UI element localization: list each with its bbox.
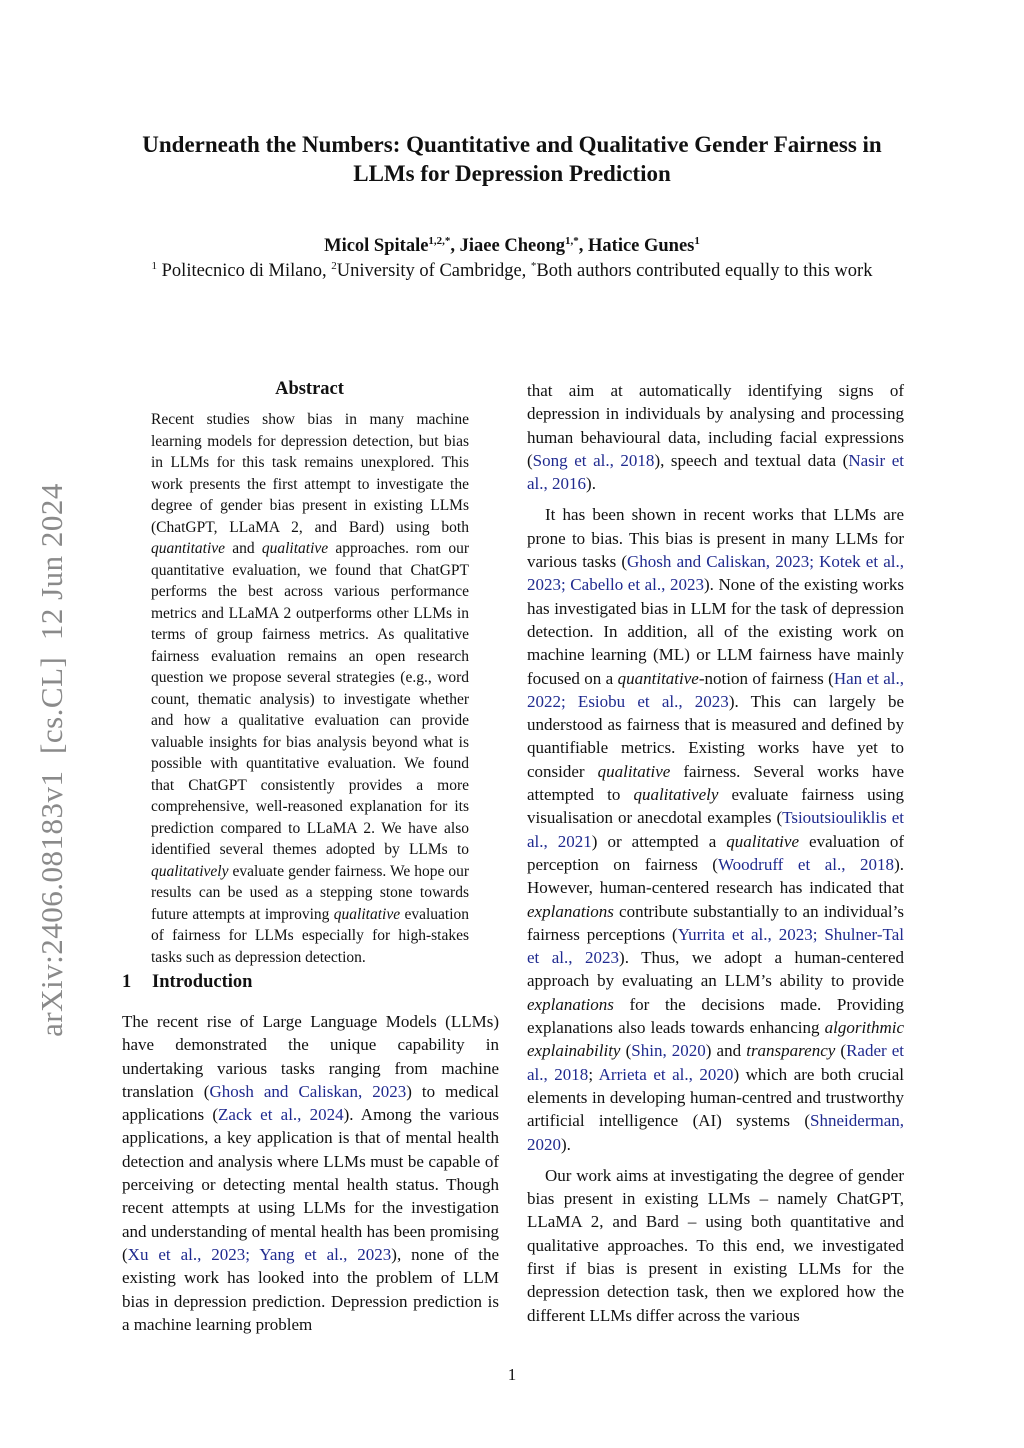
citation-link[interactable]: Rader et al., 2018 — [527, 1041, 905, 1084]
citation-link[interactable]: Zack et al., 2024 — [218, 1105, 344, 1125]
section-title: Introduction — [152, 972, 253, 992]
citation-link[interactable]: Song et al., 2018 — [532, 450, 655, 470]
body-text: fairness. Several works have attempted to — [527, 761, 905, 805]
intro-paragraph — [122, 1010, 499, 1336]
intro-paragraph — [527, 379, 904, 495]
author-affiliation-mark: 1,* — [565, 234, 579, 247]
citation-link[interactable]: Shneiderman, 2020 — [527, 1111, 904, 1154]
abstract-text: Recent studies show bias in many machine learning models for depression detection, but bias in LLMs for this task remains unexplored. This work presents the first attempt to investigate the degree of gender bias present in existing LLMs (ChatGPT, LLaMA 2, and Bard) using both — [151, 411, 469, 536]
citation-link[interactable]: Han et al., 2022; Esiobu et al., 2023 — [527, 668, 904, 711]
body-text: ). Among the various applications, a key application is that of mental health detection and analysis where LLMs must be capable of perceiving or detecting mental health status. Though recent attempts at using LLMs for the investigation and understanding of mental health has been promising ( — [122, 1105, 500, 1264]
body-text: The recent rise of Large Language Models (LLMs) have demonstrated the unique capability in undertaking various tasks ranging from machine translation ( — [122, 1012, 499, 1101]
citation-link[interactable]: Yurrita et al., 2023; Shulner-Tal et al., 2023 — [527, 924, 905, 968]
abstract-emphasis: qualitative — [333, 905, 401, 923]
body-text: ) and — [705, 1041, 742, 1061]
intro-right-column — [527, 379, 904, 1327]
author-affiliation-mark: 1 — [694, 234, 700, 247]
abstract-emphasis: qualitatively — [151, 862, 229, 880]
body-text: ). Thus, we adopt a human-centered approach by evaluating an LLM’s ability to provide — [527, 948, 904, 991]
body-text: that aim at automatically identifying signs of depression in individuals by analysing and processing human behavioural data, including facial expressions ( — [527, 381, 904, 470]
body-text: ( — [840, 1041, 847, 1061]
body-text: ( — [625, 1041, 632, 1061]
emphasis: qualitative — [726, 831, 799, 851]
intro-left-column — [122, 1010, 499, 1336]
body-text: ) which are both crucial elements in developing human-centred and trustworthy artificial intelligence (AI) systems ( — [527, 1064, 904, 1131]
author-list: Micol Spitale$^{1,2,*}$, Jiaee Cheong$^{1,*}$, Hatice Gunes$^1$ — [324, 234, 700, 256]
emphasis: transparency — [746, 1041, 836, 1061]
emphasis: explanations — [527, 901, 614, 921]
citation-link[interactable]: Arrieta et al., 2020 — [598, 1064, 734, 1084]
abstract-heading: Abstract — [275, 379, 344, 399]
citation-link[interactable]: Ghosh and Caliskan, 2023; Kotek et al., 2023; Cabello et al., 2023 — [527, 552, 904, 595]
section-heading-introduction — [122, 972, 252, 993]
body-text: ) or attempted a — [591, 831, 717, 851]
abstract-text: and — [232, 540, 255, 557]
citation-link[interactable]: Ghosh and Caliskan, 2023 — [209, 1081, 407, 1101]
affiliations — [60, 258, 964, 284]
section-number: 1 — [122, 972, 132, 992]
emphasis: qualitatively — [633, 785, 719, 805]
affiliation-note: Both authors contributed equally to this work — [536, 261, 873, 281]
intro-paragraph — [527, 1164, 904, 1327]
abstract-text: evaluation of fairness for LLMs especially for high-stakes tasks such as depression detection. — [151, 905, 470, 966]
body-text: -notion of fairness ( — [698, 668, 834, 688]
affiliation-mark: * — [530, 259, 537, 272]
paper-title: Underneath the Numbers: Quantitative and Qualitative Gender Fairness in LLMs for Depression Prediction — [142, 132, 882, 186]
emphasis: explanations — [527, 994, 614, 1014]
body-text: ), speech and textual data ( — [654, 450, 849, 470]
emphasis: quantitative — [617, 668, 699, 688]
body-text: Our work aims at investigating the degree of gender bias present in existing LLMs – namely ChatGPT, LLaMA 2, and Bard – using both quantitative and qualitative approaches. To this end, we investigated first if bias is present in existing LLMs for the depression detection task, then we explored how the different LLMs differ across the various — [527, 1165, 904, 1325]
body-text: for the decisions made. Providing explanations also leads towards enhancing — [527, 994, 904, 1038]
affiliation-mark: 1 — [151, 259, 158, 272]
body-text: evaluation of perception on fairness ( — [527, 831, 905, 874]
author-name: Hatice Gunes — [588, 236, 695, 256]
author-name: Micol Spitale — [324, 236, 429, 256]
citation-link[interactable]: Nasir et al., 2016 — [527, 450, 905, 494]
citation-link[interactable]: Woodruff et al., 2018 — [717, 854, 895, 874]
emphasis: qualitative — [597, 761, 671, 781]
citation-link[interactable]: Shin, 2020 — [631, 1041, 706, 1061]
abstract-text: evaluate gender fairness. We hope our results can be used as a stepping stone towards future attempts at improving — [151, 862, 469, 923]
body-text: contribute substantially to an individual’s fairness perceptions ( — [527, 901, 904, 944]
arxiv-identifier-stamp: arXiv:2406.08183v1 [cs.CL] 12 Jun 2024 — [34, 483, 69, 1037]
body-text: ). This can largely be understood as fairness that is measured and defined by quantifiable metrics. Existing works have yet to consider — [527, 691, 904, 781]
body-text: It has been shown in recent works that LLMs are prone to bias. This bias is present in many LLMs for various tasks ( — [527, 505, 904, 572]
abstract-emphasis: qualitative — [261, 540, 329, 557]
author-name: Jiaee Cheong — [459, 236, 566, 256]
body-text: ) to medical applications ( — [122, 1081, 499, 1125]
emphasis: algorithmic explainability — [527, 1018, 905, 1061]
abstract-emphasis: quantitative — [151, 540, 226, 557]
body-text: ). — [561, 1134, 571, 1154]
body-text: ). — [586, 474, 596, 494]
author-affiliation-mark: 1,2,* — [428, 234, 451, 247]
body-text: ). However, human-centered research has indicated that — [527, 854, 904, 898]
intro-paragraph — [527, 503, 904, 1155]
affiliation-mark: 2 — [331, 259, 337, 272]
citation-link[interactable]: Xu et al., 2023; Yang et al., 2023 — [127, 1244, 392, 1264]
body-text: evaluate fairness using visualisation or anecdotal examples ( — [527, 785, 905, 828]
citation-link[interactable]: Tsioutsiouliklis et al., 2021 — [527, 808, 905, 851]
affiliation: Politecnico di Milano, — [161, 261, 327, 281]
page-number: 1 — [507, 1365, 517, 1384]
affiliation: University of Cambridge, — [336, 261, 527, 281]
abstract-body — [151, 409, 469, 968]
body-text: ), none of the existing work has looked into the problem of LLM bias in depression prediction. Depression prediction is a machine learning problem — [122, 1244, 499, 1334]
body-text: ; — [588, 1064, 594, 1084]
body-text: ). None of the existing works has investigated bias in LLM for the task of depression detection. In addition, all of the existing work on machine learning (ML) or LLM fairness have mainly focused on a — [527, 575, 904, 688]
abstract-text: approaches. rom our quantitative evaluation, we found that ChatGPT performs the best across various performance metrics and LLaMA 2 outperforms other LLMs in terms of group fairness metrics. As qualitative fairness evaluation remains an open research question we propose several strategies (e.g., word count, thematic analysis) to investigate whether and how a qualitative evaluation can provide valuable insights for bias analysis beyond what is possible with quantitative evaluation. We found that ChatGPT consistently provides a more comprehensive, well-reasoned explanation for its prediction compared to LLaMA 2. We have also identified several themes adopted by LLMs to — [151, 540, 470, 858]
